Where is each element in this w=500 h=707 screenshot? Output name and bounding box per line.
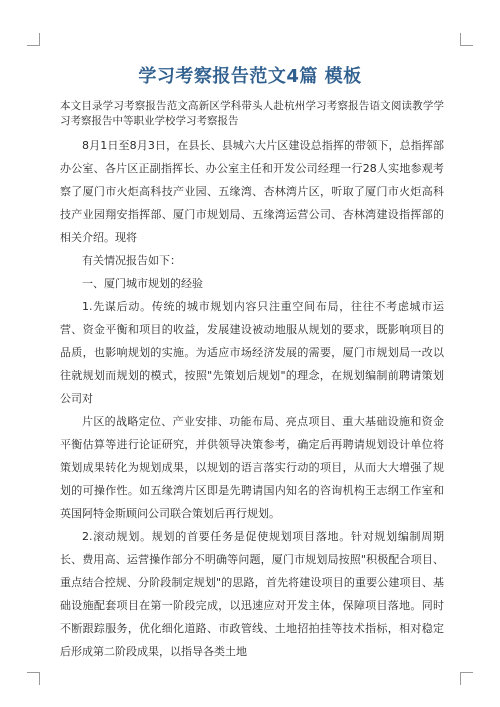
crop-mark-top-right	[460, 33, 473, 46]
table-of-contents: 本文目录学习考察报告范文高新区学科带头人赴杭州学习考察报告语文阅读教学学习考察报告中等职业学校学习考察报告	[60, 100, 444, 127]
paragraph: 片区的战略定位、产业安排、功能布局、亮点项目、重大基础设施和资金平衡估算等进行论证研究，并供领导决策参考，确定后再聘请规划设计单位将策划成果转化为规划成果，以规划的语言落实行动的项目，从而大大增强了规划的可操作性。如五缘湾片区即是先聘请国内知名的咨询机构王志纲工作室和英国阿特金斯顾问公司联合策划后再行规划。	[60, 415, 444, 520]
document-title: 学习考察报告范文4篇 模板	[138, 66, 362, 87]
paragraph: 1.先谋后动。传统的城市规划内容只注重空间布局，往往不考虑城市运营、资金平衡和项目的收益，发展建设被动地服从规划的要求，既影响项目的品质，也影响规划的实施。为适应市场经济发展的需要，厦门市规划局一改以往就规划而规划的模式，按照"先策划后规划"的理念，在规划编制前聘请策划公司对	[60, 300, 444, 405]
crop-mark-bottom-left	[27, 672, 40, 685]
paragraph: 8月1日至8月3日，在县长、县城六大片区建设总指挥的带领下，总指挥部办公室、各片区正副指挥长、办公室主任和开发公司经理一行28人实地参观考察了厦门市火炬高科技产业园、五缘湾、杏林湾片区，听取了厦门市火炬高科技产业园翔安指挥部、厦门市规划局、五缘湾运营公司、杏林湾建设指挥部的相关介绍。现将	[60, 139, 444, 244]
paragraph: 有关情况报告如下：	[82, 254, 181, 267]
crop-mark-top-left	[27, 33, 40, 46]
document-body	[60, 134, 444, 663]
crop-mark-bottom-right	[460, 672, 473, 685]
section-heading: 一、厦门城市规划的经验	[82, 277, 203, 290]
paragraph: 2.滚动规划。规划的首要任务是促使规划项目落地。针对规划编制周期长、费用高、运营操作部分不明确等问题，厦门市规划局按照"积极配合项目、重点结合控规、分阶段制定规划"的思路，首先将建设项目的重要公建项目、基础设施配套项目在第一阶段完成，以迅速应对开发主体，保障项目落地。同时不断跟踪服务，优化细化道路、市政管线、土地招拍挂等技术指标，相对稳定后形成第二阶段成果，以指导各类土地	[60, 530, 444, 658]
